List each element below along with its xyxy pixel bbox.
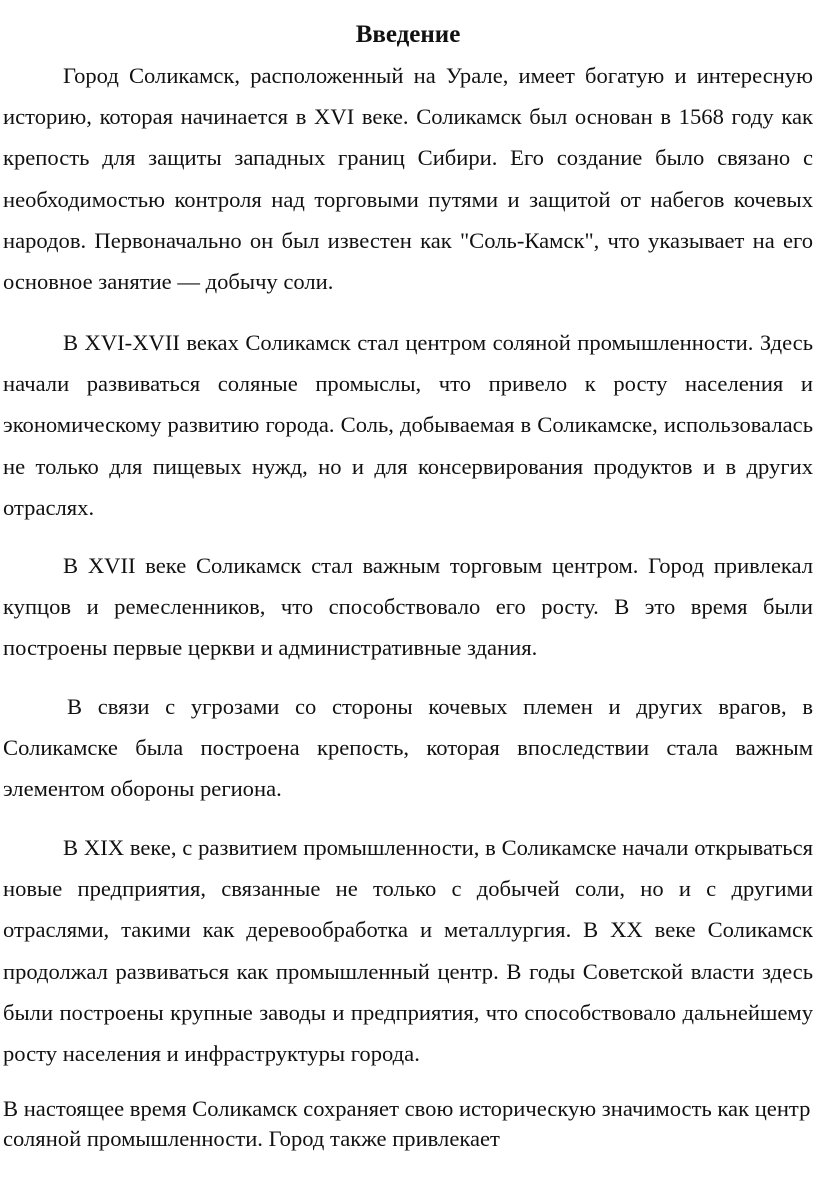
paragraph-fortress: В связи с угрозами со стороны кочевых племен и других врагов, в Соликамске была построена крепость, которая впоследствии стала важным элементом обороны региона.: [3, 694, 813, 802]
paragraph-present-day: В настоящее время Соликамск сохраняет свою историческую значимость как центр соляной промышленности. Город также привлекает: [3, 1096, 811, 1151]
paragraph-salt-industry: В XVI-XVII веках Соликамск стал центром соляной промышленности. Здесь начали развиваться соляные промыслы, что привело к росту населения и экономическому развитию города. Соль, добываемая в Соликамске, использовалась не только для пищевых нужд, но и для консервирования продуктов и в других отраслях.: [3, 330, 813, 520]
paragraph-industrial-development: В XIX веке, с развитием промышленности, в Соликамске начали открываться новые предприятия, связанные не только с добычей соли, но и с другими отраслями, такими как деревообработка и металлургия. В XX веке Соликамск продолжал развиваться как промышленный центр. В годы Советской власти здесь были построены крупные заводы и предприятия, что способствовало дальнейшему росту населения и инфраструктуры города.: [3, 835, 813, 1067]
paragraph-founding: Город Соликамск, расположенный на Урале, имеет богатую и интересную историю, которая начинается в XVI веке. Соликамск был основан в 1568 году как крепость для защиты западных границ Сибири. Его создание было связано с необходимостью контроля над торговыми путями и защитой от набегов кочевых народов. Первоначально он был известен как "Соль-Камск", что указывает на его основное занятие — добычу соли.: [3, 63, 813, 295]
document-title: Введение: [355, 20, 461, 48]
paragraph-trade-center: В XVII веке Соликамск стал важным торговым центром. Город привлекал купцов и ремесленников, что способствовало его росту. В это время были построены первые церкви и административные здания.: [3, 553, 813, 661]
